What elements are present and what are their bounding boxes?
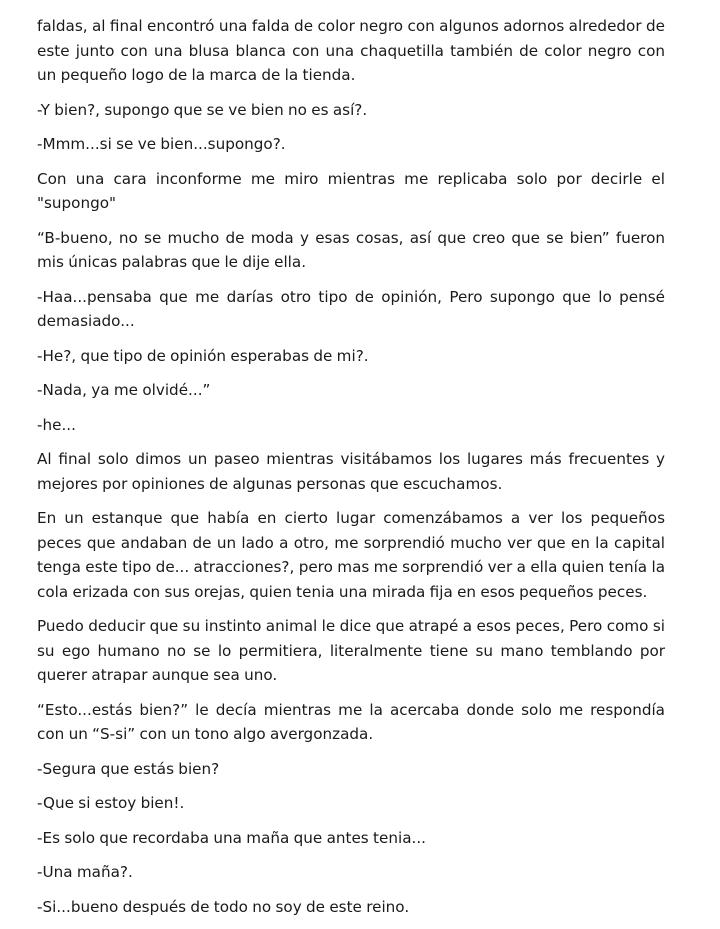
paragraph: -He?, que tipo de opinión esperabas de mi?. [37, 346, 369, 365]
paragraph: -Haa...pensaba que me darías otro tipo de opinión, Pero supongo que lo pensé demasiado... [37, 287, 665, 330]
paragraph: “Esto...estás bien?” le decía mientras me la acercaba donde solo me respondía con un “S-si” con un tono algo avergonzada. [37, 700, 665, 743]
paragraph: -Segura que estás bien? [37, 759, 220, 778]
paragraph: Con una cara inconforme me miro mientras me replicaba solo por decirle el "supongo" [37, 169, 665, 212]
paragraph: -Si...bueno después de todo no soy de este reino. [37, 897, 410, 916]
paragraph: Puedo deducir que su instinto animal le dice que atrapé a esos peces, Pero como si su ego humano no se lo permitiera, literalmente tiene su mano temblando por querer atrapar aunque sea uno. [37, 617, 665, 684]
paragraph: -Mmm...si se ve bien...supongo?. [37, 135, 286, 153]
paragraph: -he... [37, 415, 76, 434]
paragraph: -Que si estoy bien!. [37, 794, 185, 812]
paragraph: “B-bueno, no se mucho de moda y esas cosas, así que creo que se bien” fueron mis únicas palabras que le dije ella. [37, 228, 665, 271]
paragraph: -Es solo que recordaba una maña que antes tenia... [37, 828, 426, 847]
paragraph: -Una maña?. [37, 863, 133, 881]
document-body [37, 14, 665, 929]
paragraph: Al final solo dimos un paseo mientras visitábamos los lugares más frecuentes y mejores por opiniones de algunas personas que escuchamos. [37, 450, 665, 493]
paragraph: -Y bien?, supongo que se ve bien no es así?. [37, 100, 368, 119]
paragraph: faldas, al final encontró una falda de color negro con algunos adornos alrededor de este junto con una blusa blanca con una chaquetilla también de color negro con un pequeño logo de la marca de la tienda. [37, 17, 665, 84]
paragraph: -Nada, ya me olvidé...” [37, 381, 211, 399]
paragraph: En un estanque que había en cierto lugar comenzábamos a ver los pequeños peces que andaban de un lado a otro, me sorprendió mucho ver que en la capital tenga este tipo de... atracciones?, pero mas me sorprendió ver a ella quien tenía la cola erizada con sus orejas, quien tenia una mirada fija en esos pequeños peces. [37, 509, 665, 601]
